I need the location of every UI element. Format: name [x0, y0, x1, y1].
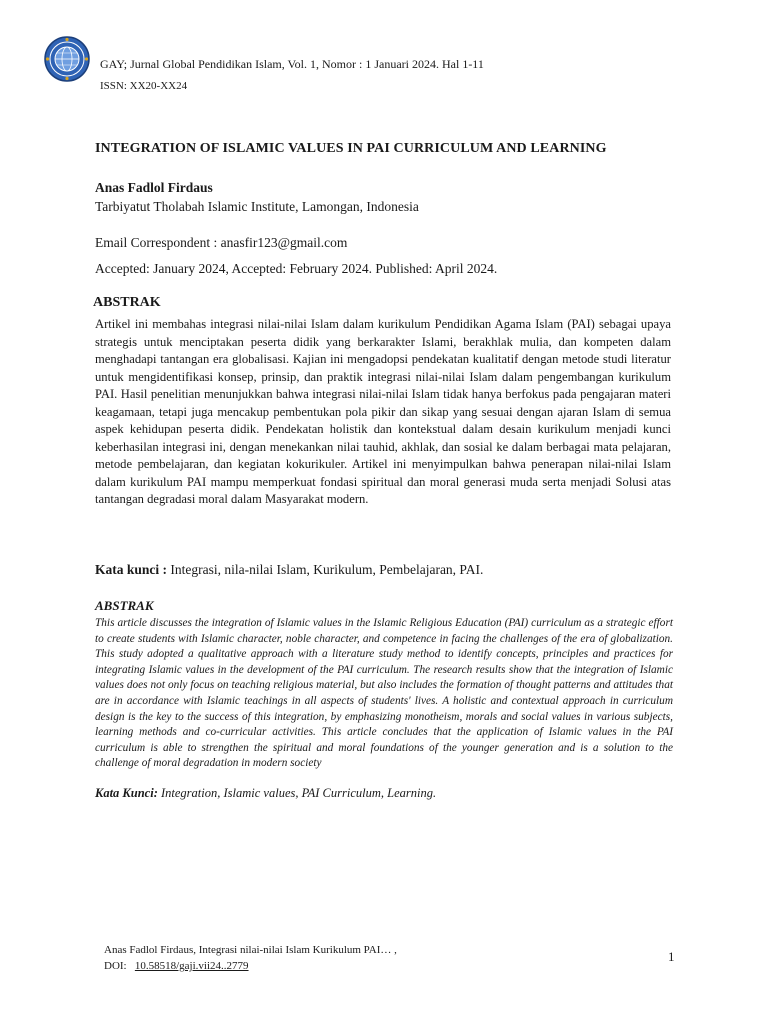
publication-dates: Accepted: January 2024, Accepted: February 2024. Published: April 2024. [95, 261, 498, 276]
keywords-english [95, 786, 436, 801]
keywords-indonesian [95, 562, 483, 578]
author-affiliation: Tarbiyatut Tholabah Islamic Institute, Lamongan, Indonesia [95, 199, 419, 214]
footer-doi [104, 960, 249, 972]
correspondence-email: Email Correspondent : anasfir123@gmail.com [95, 235, 348, 250]
article-title: INTEGRATION OF ISLAMIC VALUES IN PAI CURRICULUM AND LEARNING [95, 141, 607, 156]
abstract-body-english: This article discusses the integration of Islamic values in the Islamic Religious Education (PAI) curriculum as a strategic effort to create students with Islamic character, noble character, and competence in facing the challenges of the era of globalization. This study adopted a qualitative approach with a literature study method to identify concepts, principles and practices for integrating Islamic values in the development of the PAI curriculum. The research results show that the integration of Islamic values does not only focus on teaching religious material, but also includes the formation of thought patterns and attitudes that are in accordance with Islamic teachings in all aspects of students' lives. A holistic and contextual approach in curriculum design is the key to the success of this integration, by emphasizing monotheism, morals and social values in various subjects, learning methods and co-curricular activities. This article concludes that the application of Islamic values in the PAI curriculum is able to strengthen the spiritual and moral foundations of the younger generation and is a solution to the challenge of moral degradation in modern society [95, 617, 673, 770]
journal-citation-line: GAY; Jurnal Global Pendidikan Islam, Vol. 1, Nomor : 1 Januari 2024. Hal 1-11 [100, 57, 484, 71]
abstract-heading-indonesian: ABSTRAK [93, 295, 161, 310]
keywords-text: Integration, Islamic values, PAI Curriculum, Learning. [157, 786, 437, 800]
keywords-label: Kata Kunci: [95, 786, 158, 800]
page-number: 1 [668, 949, 675, 964]
author-name: Anas Fadlol Firdaus [95, 180, 213, 195]
journal-seal-icon [44, 36, 90, 82]
doi-label: DOI: [104, 960, 127, 972]
doi-link[interactable]: 10.58518/gaji.vii24..2779 [134, 960, 249, 972]
abstract-body-indonesian: Artikel ini membahas integrasi nilai-nilai Islam dalam kurikulum Pendidikan Agama Islam (PAI) sebagai upaya strategis untuk menciptakan peserta didik yang berkarakter Islami, berakhlak mulia, dan kompeten dalam menghadapi tantangan era globalisasi. Kajian ini mengadopsi pendekatan kualitatif dengan metode studi literatur untuk mengidentifikasi konsep, prinsip, dan praktik integrasi nilai-nilai Islam dalam pengembangan kurikulum PAI. Hasil penelitian menunjukkan bahwa integrasi nilai-nilai Islam tidak hanya berfokus pada pengajaran materi keagamaan, tetapi juga mencakup pembentukan pola pikir dan sikap yang sesuai dengan ajaran Islam di semua aspek kehidupan peserta didik. Pendekatan holistik dan kontekstual dalam desain kurikulum menjadi kunci keberhasilan integrasi ini, dengan menekankan nilai tauhid, akhlak, dan sosial ke dalam berbagai mata pelajaran, metode pembelajaran, dan kegiatan kokurikuler. Artikel ini menyimpulkan bahwa penerapan nilai-nilai Islam dalam kurikulum PAI mampu memperkuat fondasi spiritual dan moral generasi muda serta menjadi Solusi atas tantangan degradasi moral dalam Masyarakat modern. [95, 317, 671, 506]
keywords-text: Integrasi, nila-nilai Islam, Kurikulum, Pembelajaran, PAI. [167, 562, 484, 577]
issn-line: ISSN: XX20-XX24 [100, 80, 188, 92]
abstract-heading-english: ABSTRAK [95, 598, 154, 613]
keywords-label: Kata kunci : [95, 562, 168, 577]
footer-citation: Anas Fadlol Firdaus, Integrasi nilai-nilai Islam Kurikulum PAI… , [104, 944, 397, 956]
